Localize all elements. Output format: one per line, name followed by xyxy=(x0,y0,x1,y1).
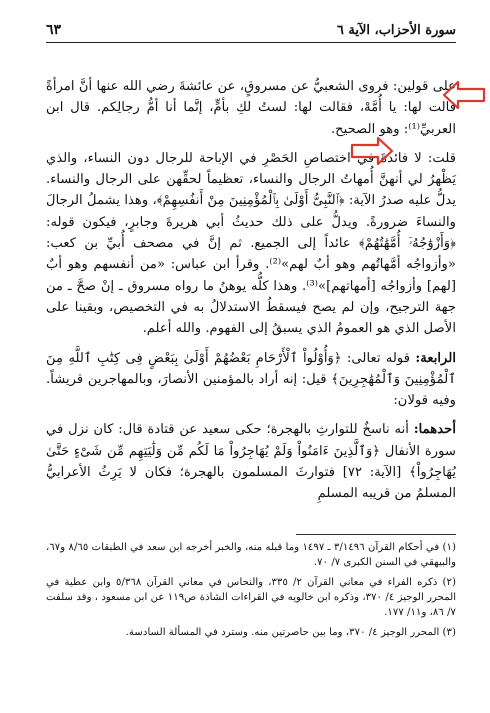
paragraph-3-text: قوله تعالى: ﴿وَأُوْلُواْ ٱلْأَرْحَامِ بَعْضُهُمْ أَوْلَىٰ بِبَعْضٍ فِى كِتَٰبِ ٱللَّهِ مِنَ ٱلْمُؤْمِنِينَ وَٱلْمُهَٰجِرِينَ﴾ قيل: إنه أراد بالمؤمنين الأنصارَ، وبالمهاجرين قريشاً. وفيه قولان: xyxy=(46,350,456,409)
section-heading-fourth: الرابعة: xyxy=(415,350,456,366)
header-rule xyxy=(46,42,456,43)
footnote-2: (٢) ذكره الفراء في معاني القرآن ٢/ ٣٣٥، والنحاس في معاني القرآن ٥/٣٦٨ وابن عطية في المحرر الوجيز ٤/ ٣٧٠، وذكره ابن خالويه في القراءات الشاذة ص١١٩ عن ابن مسعود ، وقد سلفت ٧/ ٨٦، و١١/ ١٧٧. xyxy=(46,577,457,618)
footnote-rule xyxy=(296,534,456,535)
arrow-left-icon xyxy=(442,80,486,110)
page-number: ٦٣ xyxy=(46,22,62,38)
paragraph-4-text: أنه ناسخٌ للتوارثِ بالهجرة؛ حكى سعيد عن قتادة قال: كان نزل في سورة الأنفال ﴿وَٱلَّذِينَ ءَامَنُواْ وَلَمْ يُهَاجِرُواْ مَا لَكُم مِّن وَلَٰيَتِهِم مِّن شَىْءٍ حَتَّىٰ يُهَاجِرُواْ﴾ [الآية: ٧٢] فتوارثَ المسلمون بالهجرة؛ فكان لا يَرِثُ الأعرابيُّ المسلمُ من قريبه المسلمِ xyxy=(46,422,456,502)
paragraph-1: على قولين: فروى الشعبيُّ عن مسروقٍ، عن عائشةَ رضي الله عنها أنَّ امرأةً قالت لها: يا أُمَّهْ، فقالت لها: لستُ لكِ بأمٍّ، إنَّما أنا أمُّ رجالِكم. قال ابن العربيِّ⁽¹⁾: وهو الصحيح. xyxy=(46,79,456,137)
paragraph-3 xyxy=(46,348,456,412)
running-title: سورة الأحزاب، الآية ٦ xyxy=(336,23,456,38)
main-text xyxy=(46,76,456,513)
section-heading-first: أحدهما: xyxy=(413,422,456,438)
paragraph-4 xyxy=(46,419,456,504)
footnote-1: (١) في أحكام القرآن ٣/١٤٩٦ ـ ١٤٩٧ وما قبله منه، والخبر أخرجه ابن سعد في الطبقات ٨/٦٥ و٦٧، والبيهقي في السنن الكبرى ٧/ ٧٠. xyxy=(46,542,456,568)
footnote-3: (٣) المحرر الوجيز ٤/ ٣٧٠، وما بين حاصرتين منه. وسترد في المسألة السادسة. xyxy=(125,627,456,638)
footnotes xyxy=(46,540,456,645)
arrow-right-icon xyxy=(350,136,394,166)
paragraph-2: قلت: لا فائدةَ في اختصاصِ الحَصْرِ في الإباحة للرجال دون النساء، والذي يَظْهرُ لي أنهنَّ أُمهاتُ الرجال والنساء، تعظيماً لحقِّهن على الرجال والنساء. يدلُّ عليه صدرُ الآية: ﴿ٱلنَّبِىُّ أَوْلَىٰ بِٱلْمُؤْمِنِينَ مِنْ أَنفُسِهِمْ﴾، وهذا يشملُ الرجالَ والنساءَ ضرورةً. ويدلُّ على ذلك حديثُ أبي هريرةَ وجابرٍ، فيكون قوله: ﴿وَأَزْوَٰجُهُۥٓ أُمَّهَٰتُهُمْ﴾ عائداً إلى الجميع. ثم إنَّ في مصحف أُبيِّ بن كعب: «وأزواجُه أمَّهاتُهم وهو أبٌ لهم»⁽²⁾. وقرأ ابن عباس: «من أنفسهم وهو أبٌ [لهم] وأزواجُه [أمهاتهم]»⁽³⁾. وهذا كلُّه يوهنُ ما رواه مسروق ـ إنْ صحَّ ـ من جهة الترجيح، وإن لم يصح فيسقطُ الاستدلالُ به في التخصيص، وبقينا على الأصل الذي هو العمومُ الذي يسبقُ إلى الفهوم. والله أعلم. xyxy=(46,150,456,337)
page-header xyxy=(46,14,456,38)
